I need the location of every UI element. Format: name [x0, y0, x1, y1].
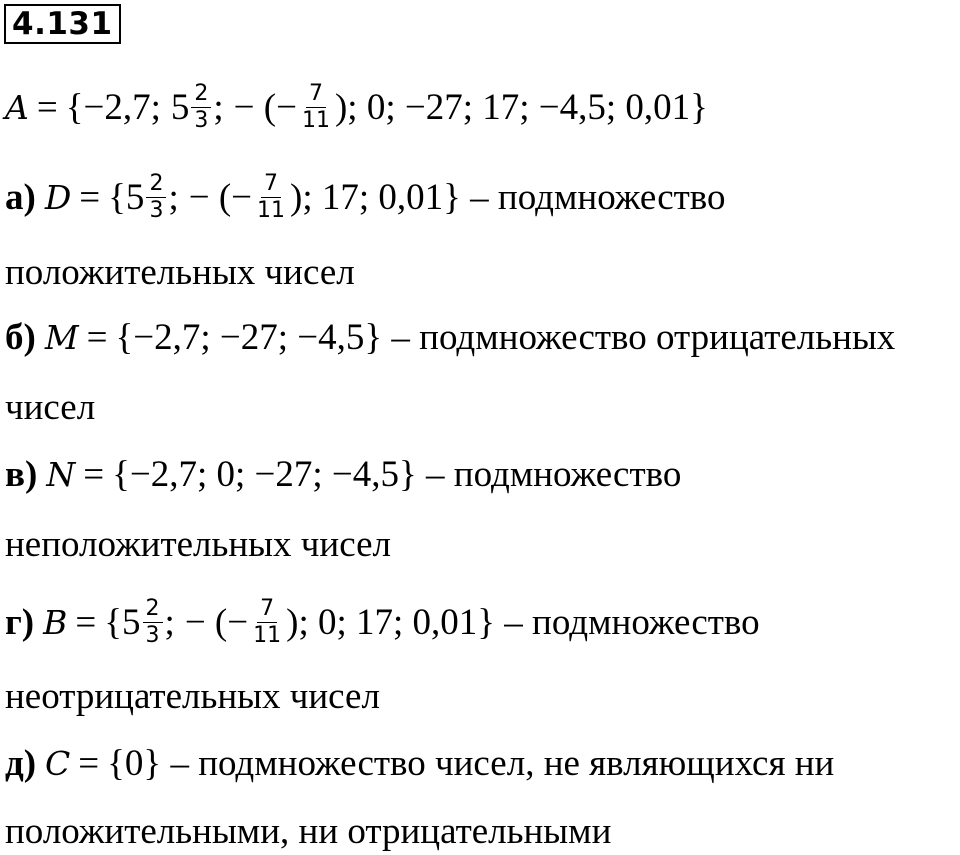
item-d-label: д)	[5, 743, 37, 784]
item-b-line	[5, 318, 895, 358]
item-d-variable: C	[45, 744, 71, 783]
item-a-separator: ;	[168, 176, 179, 218]
item-g-line	[5, 597, 760, 648]
item-b-variable: M	[44, 318, 79, 357]
item-g-equals: =	[75, 601, 97, 643]
item-v-line	[5, 455, 681, 495]
item-g-label: г)	[5, 601, 35, 643]
set-a-neg-paren: − (−	[233, 86, 297, 128]
fraction-numerator: 2	[146, 172, 166, 198]
set-a-rest: ); 0; −27; 17; −4,5; 0,01}	[334, 86, 708, 128]
item-v-rest: {−2,7; 0; −27; −4,5} – подмножество	[112, 454, 682, 495]
item-a-fraction-1	[146, 172, 166, 223]
item-d-rest: {0} – подмножество чисел, не являющихся ни	[107, 743, 835, 784]
item-g-rest: ); 0; 17; 0,01} – подмножество	[286, 601, 760, 643]
item-g-variable: B	[43, 602, 68, 642]
fraction-denominator: 11	[301, 108, 330, 133]
fraction-denominator: 3	[145, 623, 160, 648]
item-g-open: {5	[104, 601, 141, 643]
item-a-continuation: положительных чисел	[5, 252, 355, 293]
fraction-denominator: 3	[149, 198, 164, 223]
set-a-variable: A	[5, 87, 29, 127]
item-d-line	[5, 744, 834, 784]
problem-number: 4.131	[4, 4, 121, 44]
item-g-continuation: неотрицательных чисел	[5, 676, 380, 717]
fraction-numerator: 2	[191, 82, 211, 108]
fraction-denominator: 11	[253, 623, 282, 648]
set-a-fraction-1	[191, 82, 211, 133]
item-a-rest: ); 17; 0,01} – подмножество	[290, 176, 726, 218]
item-d-continuation: положительными, ни отрицательными	[5, 811, 612, 852]
fraction-numerator: 7	[261, 172, 281, 198]
item-g-neg-paren: − (−	[184, 601, 249, 643]
item-g-fraction-2	[250, 597, 284, 648]
item-v-continuation: неположительных чисел	[5, 524, 391, 565]
item-g-separator: ;	[164, 601, 175, 643]
set-a-fraction-2	[299, 82, 333, 133]
set-a-mixed-whole: 5	[170, 86, 190, 128]
item-a-line	[5, 172, 726, 223]
item-d-equals: =	[78, 743, 100, 784]
fraction-numerator: 7	[257, 597, 277, 623]
set-a-line	[5, 82, 708, 133]
item-a-open: {5	[108, 176, 145, 218]
item-b-equals: =	[86, 317, 108, 358]
item-b-rest: {−2,7; −27; −4,5} – подмножество отрицательных	[115, 317, 896, 358]
item-b-continuation: чисел	[5, 387, 96, 428]
fraction-numerator: 7	[306, 82, 326, 108]
fraction-denominator: 11	[257, 198, 286, 223]
item-b-label: б)	[5, 317, 36, 358]
item-a-variable: D	[44, 177, 72, 217]
item-a-equals: =	[79, 176, 101, 218]
set-a-open: {−2,7;	[65, 86, 161, 128]
set-a-separator: ;	[213, 86, 224, 128]
set-a-equals: =	[36, 86, 58, 128]
item-a-fraction-2	[254, 172, 288, 223]
item-g-fraction-1	[143, 597, 163, 648]
item-v-label: в)	[5, 454, 38, 495]
item-a-neg-paren: − (−	[188, 176, 253, 218]
item-a-label: а)	[5, 176, 36, 218]
fraction-numerator: 2	[143, 597, 163, 623]
fraction-denominator: 3	[194, 108, 209, 133]
item-v-equals: =	[83, 454, 105, 495]
item-v-variable: N	[46, 455, 76, 494]
